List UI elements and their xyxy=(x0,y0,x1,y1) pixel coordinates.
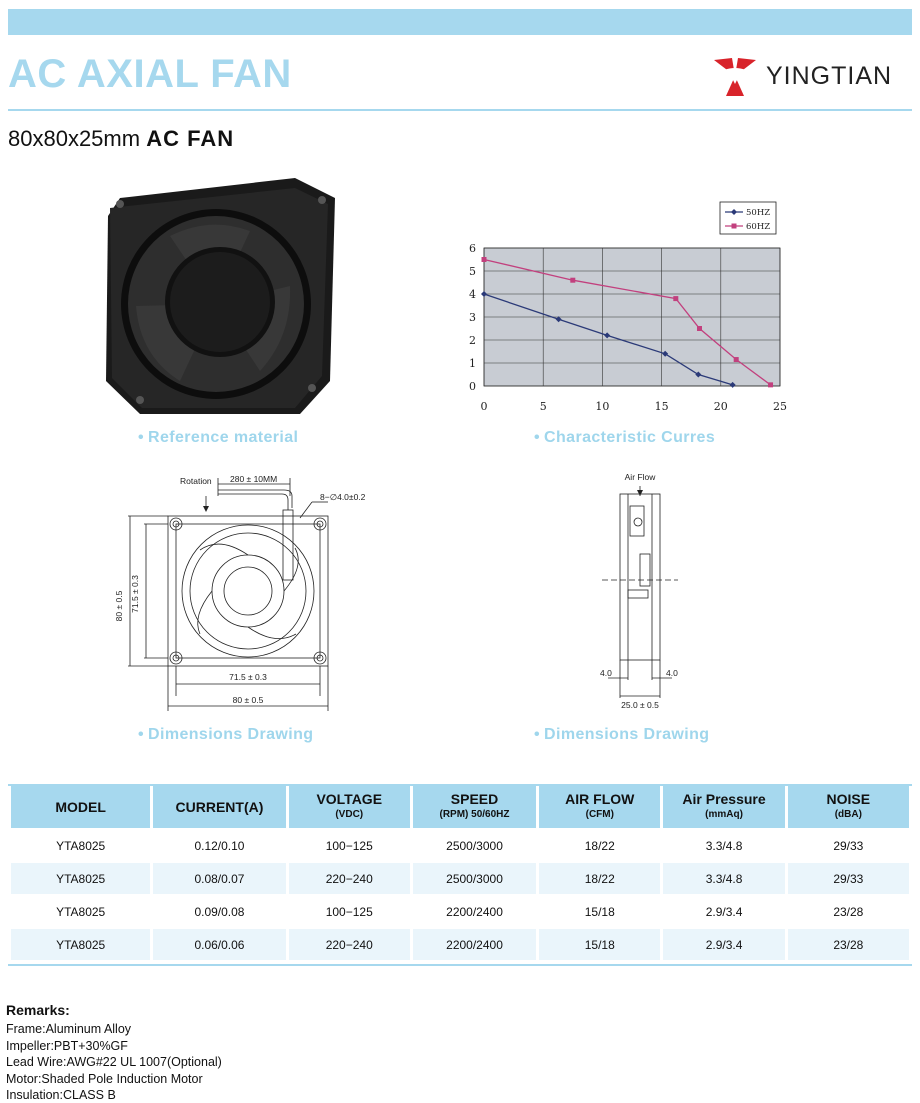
header-air-flow: AIR FLOW (CFM) xyxy=(539,786,660,828)
header-current: CURRENT(A) xyxy=(153,786,285,828)
chart-y-tick-label: 6 xyxy=(469,242,476,255)
cell-voltage: 220−240 xyxy=(289,863,410,894)
chart-x-tick-label: 20 xyxy=(713,400,728,413)
product-subtitle xyxy=(8,126,234,152)
chart-y-tick-label: 0 xyxy=(469,380,476,393)
header-speed: SPEED (RPM) 50/60HZ xyxy=(413,786,536,828)
remarks-section xyxy=(6,1002,222,1103)
cell-air-pressure: 2.9/3.4 xyxy=(663,929,784,960)
cell-air-flow: 18/22 xyxy=(584,838,615,853)
chart-y-tick-label: 3 xyxy=(469,311,476,324)
remark-frame: Frame:Aluminum Alloy xyxy=(6,1022,132,1036)
cell-noise: 29/33 xyxy=(833,838,864,853)
cell-noise: 23/28 xyxy=(788,929,909,960)
chart-y-tick-label: 5 xyxy=(469,265,476,278)
table-row xyxy=(11,863,909,894)
remark-motor: Motor:Shaded Pole Induction Motor xyxy=(6,1071,203,1086)
title-divider xyxy=(8,109,912,111)
lead-length-label: 280 ± 10MM xyxy=(230,474,278,484)
cell-speed: 2200/2400 xyxy=(446,904,503,919)
cell-speed: 2500/3000 xyxy=(446,838,503,853)
cell-air-pressure: 3.3/4.8 xyxy=(663,863,784,894)
product-size: 80x80x25mm xyxy=(8,126,141,151)
chart-point xyxy=(734,357,739,362)
cell-voltage: 100−125 xyxy=(325,904,373,919)
chart-point xyxy=(697,326,702,331)
cell-current: 0.08/0.07 xyxy=(153,863,285,894)
chart-x-tick-label: 5 xyxy=(539,400,547,413)
remark-insulation: Insulation:CLASS B xyxy=(6,1088,116,1102)
cell-noise: 29/33 xyxy=(788,863,909,894)
top-banner-bar xyxy=(8,9,912,35)
chart-point xyxy=(570,278,575,283)
chart-legend-label: 60HZ xyxy=(746,222,771,232)
front-dimension-drawing xyxy=(100,466,400,716)
chart-point xyxy=(673,296,678,301)
air-flow-label: Air Flow xyxy=(624,472,656,482)
chart-x-tick-label: 25 xyxy=(773,400,787,413)
chart-point xyxy=(768,382,773,387)
cell-air-pressure: 3.3/4.8 xyxy=(705,838,743,853)
chart-legend-marker xyxy=(732,224,737,229)
chart-legend-label: 50HZ xyxy=(746,208,771,218)
page-title: AC AXIAL FAN xyxy=(8,52,292,96)
brand-name: YINGTIAN xyxy=(766,61,893,90)
chart-x-tick-label: 0 xyxy=(480,400,488,413)
remark-impeller: Impeller:PBT+30%GF xyxy=(6,1038,128,1053)
table-header-row xyxy=(11,786,909,828)
cell-voltage: 100−125 xyxy=(325,838,373,853)
outer-width-label: 80 ± 0.5 xyxy=(232,695,264,705)
caption-dimensions-left: • Dimensions Drawing xyxy=(138,726,313,744)
cell-model: YTA8025 xyxy=(56,838,106,853)
table-bottom-rule xyxy=(8,964,912,966)
brand-logo xyxy=(712,54,917,98)
cell-noise: 23/28 xyxy=(833,904,864,919)
cell-current: 0.12/0.10 xyxy=(194,838,245,853)
header-air-pressure: Air Pressure (mmAq) xyxy=(663,786,784,828)
cell-air-flow: 18/22 xyxy=(539,863,660,894)
table-row xyxy=(11,830,909,861)
cell-air-flow: 15/18 xyxy=(539,929,660,960)
chart-y-tick-label: 1 xyxy=(469,357,476,370)
inner-height-label: 71.5 ± 0.3 xyxy=(130,575,140,613)
chart-y-tick-label: 4 xyxy=(469,288,476,301)
cell-air-flow: 15/18 xyxy=(584,904,615,919)
remark-lead-wire: Lead Wire:AWG#22 UL 1007(Optional) xyxy=(6,1055,222,1069)
cell-model: YTA8025 xyxy=(11,863,150,894)
header-noise: NOISE (dBA) xyxy=(788,786,909,828)
cell-speed: 2200/2400 xyxy=(413,929,536,960)
table-row xyxy=(11,896,909,927)
chart-point xyxy=(482,257,487,262)
chart-x-tick-label: 10 xyxy=(595,400,610,413)
cell-air-pressure: 2.9/3.4 xyxy=(705,904,743,919)
chart-x-tick-label: 15 xyxy=(654,400,669,413)
left-offset-label: 4.0 xyxy=(600,668,612,678)
cell-voltage: 220−240 xyxy=(289,929,410,960)
cell-model: YTA8025 xyxy=(56,904,106,919)
side-dimension-drawing xyxy=(580,466,700,716)
caption-characteristic-curves: • Characteristic Curres xyxy=(534,429,715,447)
right-offset-label: 4.0 xyxy=(666,668,678,678)
remarks-title: Remarks: xyxy=(6,1002,70,1018)
caption-dimensions-right: • Dimensions Drawing xyxy=(534,726,709,744)
mounting-holes-label: 8−∅4.0±0.2 xyxy=(320,492,366,502)
spec-table xyxy=(8,784,912,962)
product-type: AC FAN xyxy=(146,126,235,151)
cell-current: 0.06/0.06 xyxy=(153,929,285,960)
header-voltage: VOLTAGE (VDC) xyxy=(289,786,410,828)
fan-photo xyxy=(100,176,340,416)
chart-y-tick-label: 2 xyxy=(469,334,476,347)
header-model: MODEL xyxy=(11,786,150,828)
cell-current: 0.09/0.08 xyxy=(194,904,245,919)
characteristic-curve-chart xyxy=(434,186,810,426)
cell-speed: 2500/3000 xyxy=(413,863,536,894)
cell-model: YTA8025 xyxy=(11,929,150,960)
depth-label: 25.0 ± 0.5 xyxy=(621,700,659,710)
rotation-label: Rotation xyxy=(180,476,212,486)
outer-height-label: 80 ± 0.5 xyxy=(114,590,124,622)
caption-reference-material: • Reference material xyxy=(138,429,298,447)
table-row xyxy=(11,929,909,960)
yingtian-logo-icon xyxy=(712,54,758,98)
inner-width-label: 71.5 ± 0.3 xyxy=(229,672,267,682)
